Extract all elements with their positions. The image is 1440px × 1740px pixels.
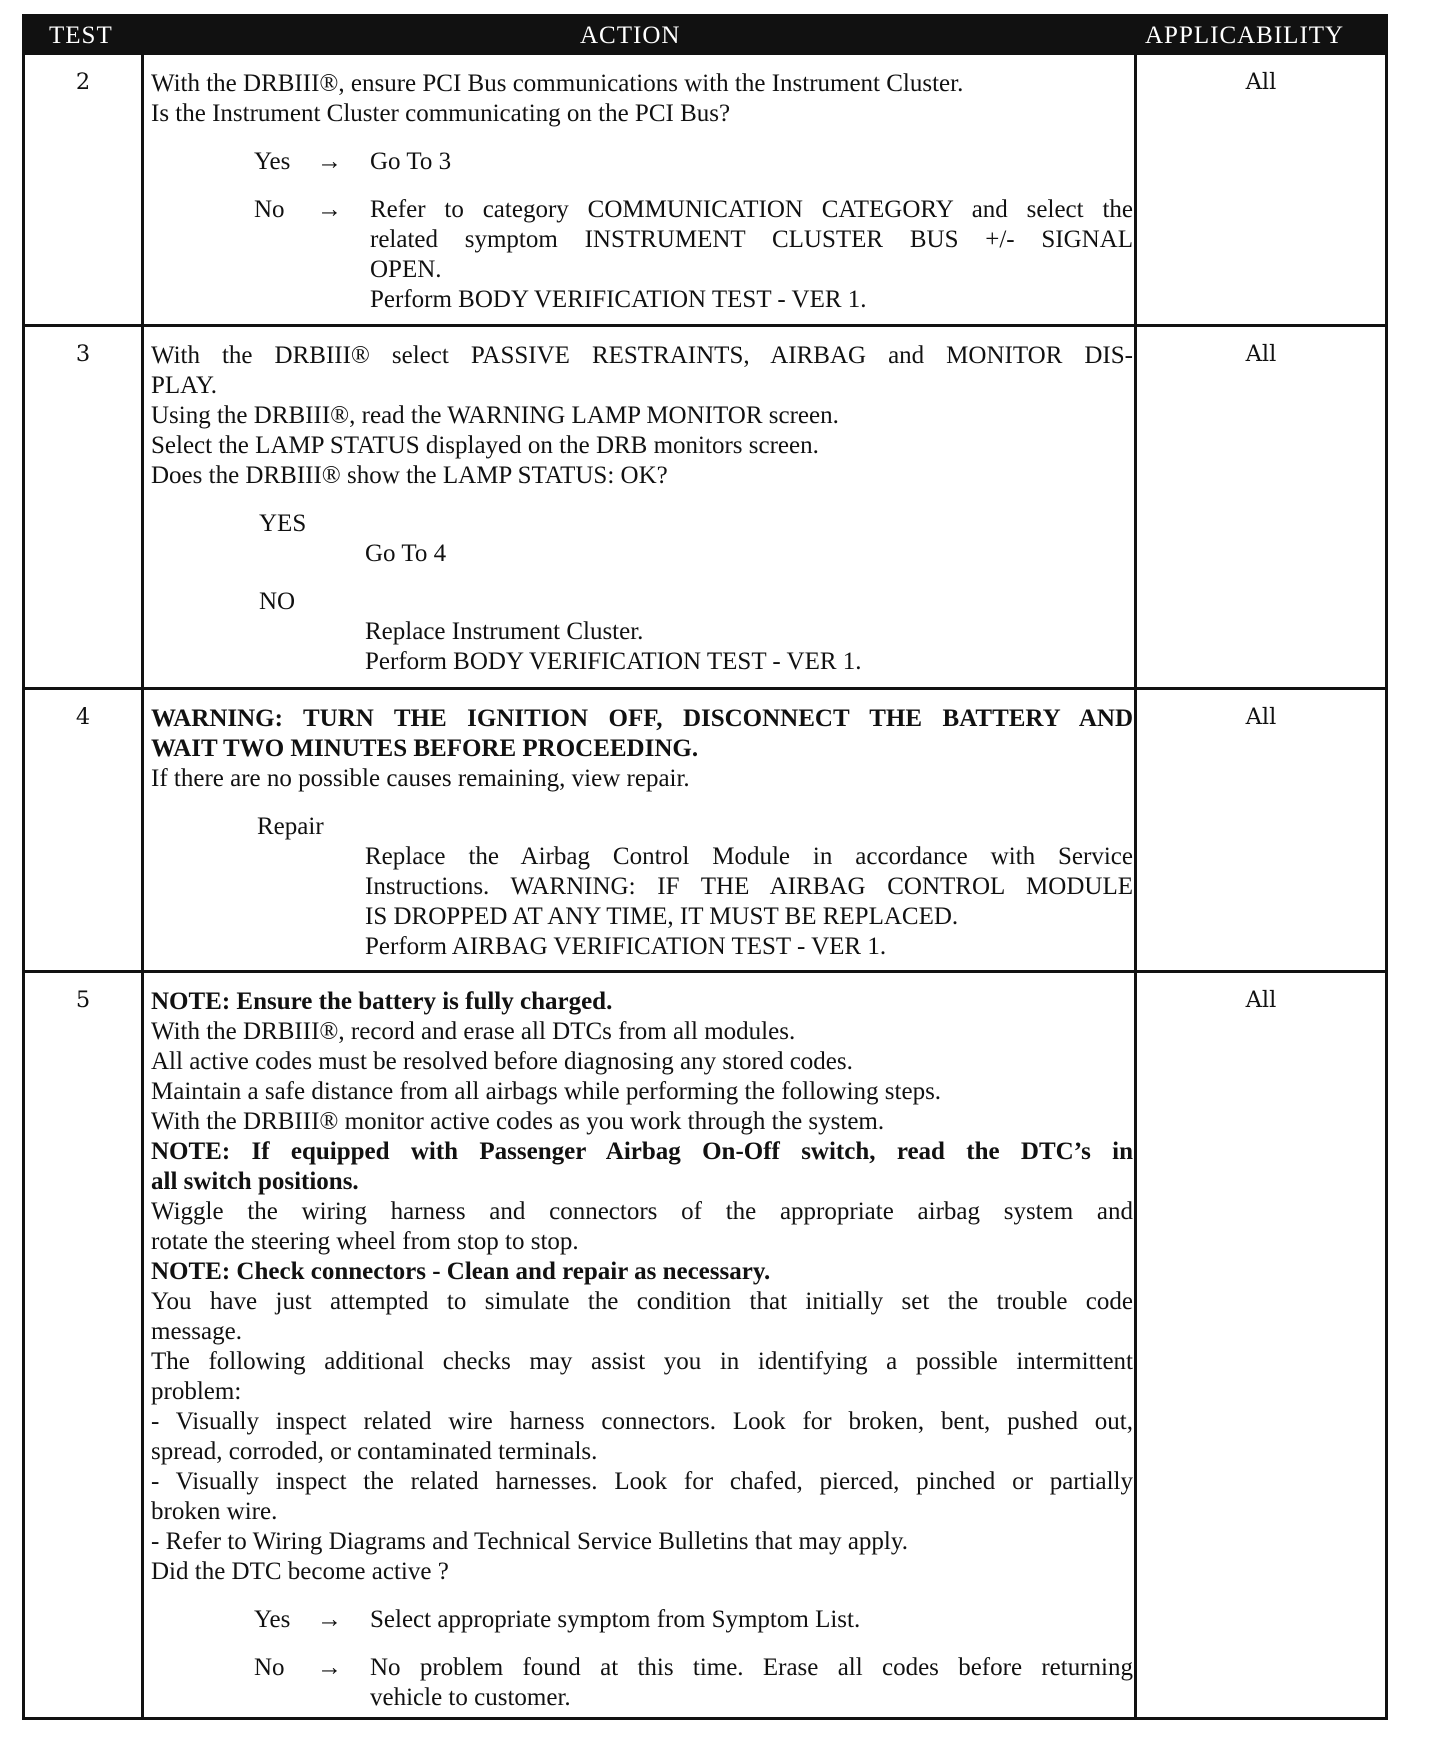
applicability: All <box>1245 69 1277 95</box>
applicability: All <box>1245 341 1277 367</box>
action-line: If there are no possible causes remaining, view repair. <box>151 765 690 792</box>
column-divider <box>141 55 144 1717</box>
no-branch <box>151 1653 1133 1683</box>
applicability: All <box>1245 704 1277 730</box>
action-line: Select the LAMP STATUS displayed on the DRB monitors screen. <box>151 432 819 459</box>
yes-branch <box>151 147 1133 177</box>
action-cell <box>151 341 1133 677</box>
action-line: problem: <box>151 1378 242 1405</box>
arrow-icon: → <box>317 148 342 175</box>
action-line: The following additional checks may assist you in identifying a possible intermittent <box>151 1348 1133 1375</box>
action-line: Is the Instrument Cluster communicating on the PCI Bus? <box>151 100 731 127</box>
note-text: all switch positions. <box>151 1168 359 1195</box>
yes-label: Yes <box>254 1606 291 1633</box>
repair-line: IS DROPPED AT ANY TIME, IT MUST BE REPLACED. <box>365 903 959 930</box>
action-line: Using the DRBIII®, read the WARNING LAMP MONITOR screen. <box>151 402 839 429</box>
yes-label: Yes <box>254 148 291 175</box>
row-divider <box>25 970 1385 973</box>
action-line: You have just attempted to simulate the condition that initially set the trouble code <box>151 1288 1133 1315</box>
action-line: Wiggle the wiring harness and connectors of the appropriate airbag system and <box>151 1198 1133 1225</box>
test-number: 3 <box>75 341 91 367</box>
action-line: With the DRBIII® monitor active codes as you work through the system. <box>151 1108 885 1135</box>
no-result-line: No problem found at this time. Erase all codes before returning <box>370 1654 1133 1681</box>
action-line: broken wire. <box>151 1498 278 1525</box>
action-line: spread, corroded, or contaminated terminals. <box>151 1438 598 1465</box>
repair-label: Repair <box>257 813 324 840</box>
action-cell <box>151 704 1133 962</box>
action-line: PLAY. <box>151 372 218 399</box>
repair-line: Replace the Airbag Control Module in accordance with Service <box>365 843 1133 870</box>
action-cell <box>151 69 1133 315</box>
no-result-line: Replace Instrument Cluster. <box>365 618 644 645</box>
test-number: 4 <box>75 704 91 730</box>
action-cell <box>151 987 1133 1713</box>
note-line <box>151 1257 1133 1287</box>
repair-line: Perform AIRBAG VERIFICATION TEST - VER 1. <box>365 933 887 960</box>
column-divider <box>1134 55 1137 1717</box>
action-line: All active codes must be resolved before diagnosing any stored codes. <box>151 1048 853 1075</box>
row-divider <box>25 687 1385 690</box>
test-number: 5 <box>75 987 91 1013</box>
note-line <box>151 987 1133 1017</box>
warning-text: WAIT TWO MINUTES BEFORE PROCEEDING. <box>151 735 699 762</box>
yes-label: YES <box>259 510 307 537</box>
arrow-icon: → <box>317 1606 342 1633</box>
yes-branch <box>151 1605 1133 1635</box>
note-text: NOTE: If equipped with Passenger Airbag On-Off switch, read the DTC’s in <box>151 1138 1133 1165</box>
no-result-line: related symptom INSTRUMENT CLUSTER BUS +/- SIGNAL <box>370 226 1133 253</box>
arrow-icon: → <box>317 196 342 223</box>
row-divider <box>25 324 1385 327</box>
repair-line: Instructions. WARNING: IF THE AIRBAG CONTROL MODULE <box>365 873 1133 900</box>
no-label: No <box>254 196 285 223</box>
action-line: Maintain a safe distance from all airbags while performing the following steps. <box>151 1078 942 1105</box>
note-line <box>151 1137 1133 1167</box>
action-line: rotate the steering wheel from stop to stop. <box>151 1228 579 1255</box>
header-test: TEST <box>49 22 113 49</box>
no-result-line: Perform BODY VERIFICATION TEST - VER 1. <box>370 286 867 313</box>
warning-line <box>151 734 1133 764</box>
no-branch <box>151 195 1133 225</box>
action-line: message. <box>151 1318 242 1345</box>
action-line: Did the DTC become active ? <box>151 1558 449 1585</box>
no-result-line: vehicle to customer. <box>370 1684 571 1711</box>
no-result-line: OPEN. <box>370 256 442 283</box>
action-line: Does the DRBIII® show the LAMP STATUS: OK? <box>151 462 668 489</box>
no-label: NO <box>259 588 296 615</box>
warning-line <box>151 704 1133 734</box>
table-header <box>25 17 1385 55</box>
arrow-icon: → <box>317 1654 342 1681</box>
no-result-line: Perform BODY VERIFICATION TEST - VER 1. <box>365 648 862 675</box>
header-action: ACTION <box>580 22 681 49</box>
action-line: - Visually inspect related wire harness connectors. Look for broken, bent, pushed out, <box>151 1408 1133 1435</box>
test-number: 2 <box>75 69 91 95</box>
yes-result: Go To 4 <box>365 540 447 567</box>
no-label: No <box>254 1654 285 1681</box>
action-line: With the DRBIII® select PASSIVE RESTRAINTS, AIRBAG and MONITOR DIS- <box>151 342 1133 369</box>
applicability: All <box>1245 987 1277 1013</box>
action-line: - Refer to Wiring Diagrams and Technical Service Bulletins that may apply. <box>151 1528 908 1555</box>
action-line: - Visually inspect the related harnesses. Look for chafed, pierced, pinched or partially <box>151 1468 1133 1495</box>
yes-result: Select appropriate symptom from Symptom List. <box>370 1606 861 1633</box>
header-applicability: APPLICABILITY <box>1145 22 1345 49</box>
note-text: NOTE: Check connectors - Clean and repair as necessary. <box>151 1258 771 1285</box>
note-line <box>151 1167 1133 1197</box>
diagnostic-table <box>22 14 1388 1720</box>
action-line: With the DRBIII®, ensure PCI Bus communications with the Instrument Cluster. <box>151 70 964 97</box>
yes-result: Go To 3 <box>370 148 452 175</box>
warning-text: WARNING: TURN THE IGNITION OFF, DISCONNECT THE BATTERY AND <box>151 705 1133 732</box>
note-text: NOTE: Ensure the battery is fully charged. <box>151 988 613 1015</box>
no-result-line: Refer to category COMMUNICATION CATEGORY and select the <box>370 196 1133 223</box>
action-line: With the DRBIII®, record and erase all DTCs from all modules. <box>151 1018 796 1045</box>
